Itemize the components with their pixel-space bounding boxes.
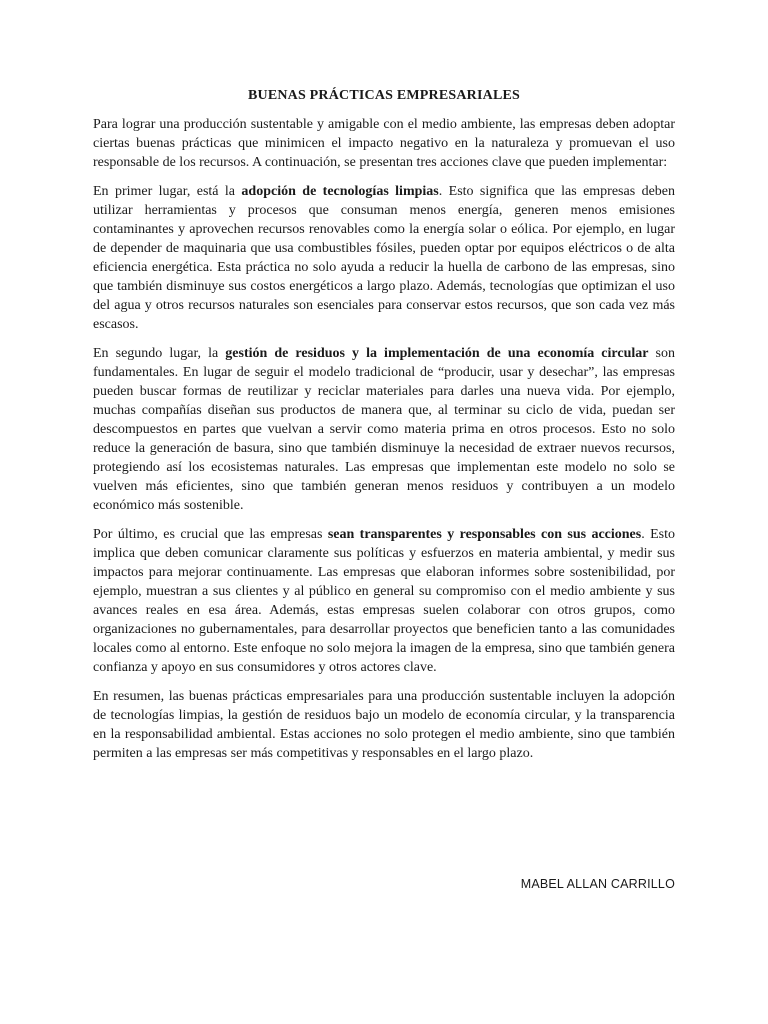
bold-phrase: adopción de tecnologías limpias xyxy=(241,184,439,199)
intro-paragraph: Para lograr una producción sustentable y amigable con el medio ambiente, las empresas deben adoptar ciertas buenas prácticas que minimicen el impacto negativo en la naturaleza y promuevan el uso responsable de los recursos. A continuación, se presentan tres acciones clave que pueden implementar: xyxy=(93,117,675,170)
paragraph-text: . Esto significa que las empresas deben utilizar herramientas y procesos que consuman menos energía, generen menos emisiones contaminantes y aprovechen recursos renovables como la energía solar o eólica. Por ejemplo, en lugar de depender de maquinaria que usa combustibles fósiles, pueden optar por equipos eléctricos o de alta eficiencia energética. Esta práctica no solo ayuda a reducir la huella de carbono de las empresas, sino que también disminuye sus costos energéticos a largo plazo. Además, tecnologías que optimizan el uso del agua y otros recursos naturales son esenciales para conservar estos recursos, que son cada vez más escasos. xyxy=(93,184,675,332)
paragraph-clean-technologies xyxy=(93,182,675,334)
paragraph-text: En primer lugar, está la xyxy=(93,184,242,199)
paragraph-text: Por último, es crucial que las empresas xyxy=(93,527,328,542)
bold-phrase: sean transparentes y responsables con sus acciones xyxy=(327,527,642,542)
paragraph-text: . Esto implica que deben comunicar claramente sus políticas y esfuerzos en materia ambiental, y medir sus impactos para mejorar continuamente. Las empresas que elaboran informes sobre sostenibilidad, por ejemplo, muestran a sus clientes y al público en general su compromiso con el medio ambiente y sus avances reales en esa área. Además, estas empresas suelen colaborar con otros grupos, como organizaciones no gubernamentales, para desarrollar proyectos que beneficien tanto a las comunidades locales como al entorno. Este enfoque no solo mejora la imagen de la empresa, sino que también genera confianza y apoyo en sus consumidores y otros actores clave. xyxy=(93,527,675,675)
bold-phrase: gestión de residuos y la implementación de una economía circular xyxy=(225,346,649,361)
document-page xyxy=(93,86,675,773)
paragraph-text: En segundo lugar, la xyxy=(93,346,226,361)
paragraph-waste-management xyxy=(93,344,675,515)
paragraph-transparency xyxy=(93,525,675,677)
conclusion-paragraph: En resumen, las buenas prácticas empresariales para una producción sustentable incluyen la adopción de tecnologías limpias, la gestión de residuos bajo un modelo de economía circular, y la transparencia en la responsabilidad ambiental. Estas acciones no solo protegen el medio ambiente, sino que también permiten a las empresas ser más competitivas y responsables en el largo plazo. xyxy=(93,689,675,761)
author-signature: MABEL ALLAN CARRILLO xyxy=(520,877,675,891)
paragraph-text: son fundamentales. En lugar de seguir el modelo tradicional de “producir, usar y desechar”, las empresas pueden buscar formas de reutilizar y reciclar materiales para darles una nueva vida. Por ejemplo, muchas compañías diseñan sus productos de manera que, al terminar su ciclo de vida, puedan ser descompuestos en partes que vuelvan a servir como materia prima en otros procesos. Esto no solo reduce la generación de basura, sino que también disminuye la necesidad de extraer nuevos recursos, protegiendo así los ecosistemas naturales. Las empresas que implementan este modelo no solo se vuelven más eficientes, sino que también generan menos residuos y contribuyen a un modelo económico más sostenible. xyxy=(93,346,675,513)
document-title: BUENAS PRÁCTICAS EMPRESARIALES xyxy=(247,88,521,103)
